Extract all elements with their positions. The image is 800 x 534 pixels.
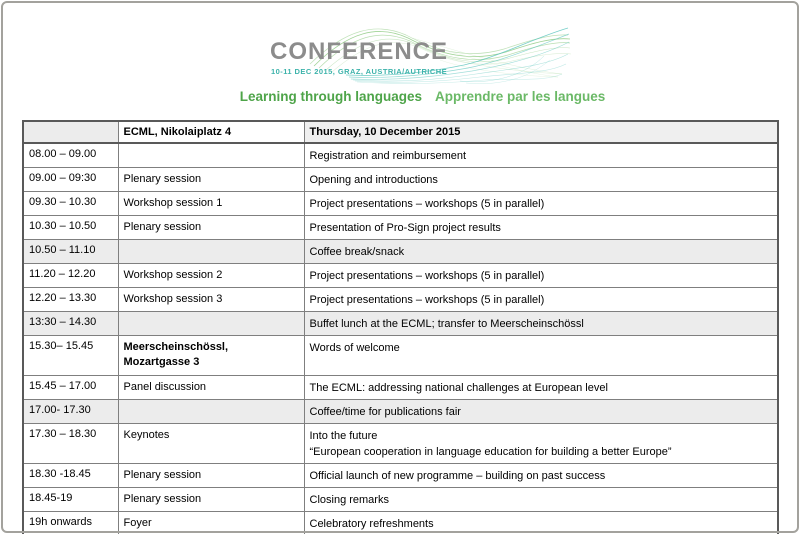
time-cell: 09.30 – 10.30 [23, 192, 118, 216]
venue-cell: Panel discussion [118, 376, 304, 400]
time-cell: 08.00 – 09.00 [23, 143, 118, 168]
venue-cell: Plenary session [118, 168, 304, 192]
time-cell: 15.30– 15.45 [23, 336, 118, 376]
time-cell: 11.20 – 12.20 [23, 264, 118, 288]
venue-cell [118, 143, 304, 168]
logo-subtitle: 10-11 DEC 2015, GRAZ, AUSTRIA/AUTRICHE [271, 67, 448, 76]
activity-cell: Registration and reimbursement [304, 143, 778, 168]
venue-cell: Plenary session [118, 464, 304, 488]
time-cell: 13:30 – 14.30 [23, 312, 118, 336]
time-cell: 17.30 – 18.30 [23, 424, 118, 464]
schedule-row [23, 312, 778, 336]
venue-cell: Workshop session 3 [118, 288, 304, 312]
schedule-row [23, 143, 778, 168]
activity-cell: Celebratory refreshments [304, 512, 778, 534]
activity-cell: The ECML: addressing national challenges at European level [304, 376, 778, 400]
time-cell: 19h onwards [23, 512, 118, 534]
activity-cell: Official launch of new programme – building on past success [304, 464, 778, 488]
activity-cell: Words of welcome [304, 336, 778, 376]
activity-cell: Coffee break/snack [304, 240, 778, 264]
tagline-french: Apprendre par les langues [434, 89, 606, 104]
activity-cell: Project presentations – workshops (5 in parallel) [304, 192, 778, 216]
schedule-body [23, 143, 778, 534]
schedule-table [22, 120, 779, 534]
time-cell: 10.30 – 10.50 [23, 216, 118, 240]
activity-cell: Buffet lunch at the ECML; transfer to Meerscheinschössl [304, 312, 778, 336]
venue-cell: Workshop session 2 [118, 264, 304, 288]
conference-logo [262, 22, 572, 88]
activity-cell: Project presentations – workshops (5 in parallel) [304, 288, 778, 312]
time-cell: 09.00 – 09:30 [23, 168, 118, 192]
venue-cell [118, 240, 304, 264]
header-venue-cell: ECML, Nikolaiplatz 4 [118, 121, 304, 143]
schedule-row [23, 464, 778, 488]
schedule-row [23, 400, 778, 424]
time-cell: 12.20 – 13.30 [23, 288, 118, 312]
venue-cell: Plenary session [118, 216, 304, 240]
time-cell: 18.45-19 [23, 488, 118, 512]
schedule-row [23, 512, 778, 534]
venue-cell: Workshop session 1 [118, 192, 304, 216]
schedule-row [23, 216, 778, 240]
venue-cell: Plenary session [118, 488, 304, 512]
schedule-row [23, 336, 778, 376]
schedule-row [23, 240, 778, 264]
logo-title: CONFERENCE [270, 38, 449, 65]
venue-cell: Foyer [118, 512, 304, 534]
taglines [0, 89, 800, 104]
venue-cell: Meerscheinschössl, Mozartgasse 3 [118, 336, 304, 376]
activity-cell: Presentation of Pro-Sign project results [304, 216, 778, 240]
schedule-row [23, 168, 778, 192]
header-day-cell: Thursday, 10 December 2015 [304, 121, 778, 143]
venue-cell [118, 312, 304, 336]
schedule-row [23, 376, 778, 400]
schedule-header-row [23, 121, 778, 143]
tagline-english: Learning through languages [239, 89, 422, 104]
activity-cell: Into the future “European cooperation in language education for building a better Europe” [304, 424, 778, 464]
schedule-row [23, 288, 778, 312]
activity-cell: Coffee/time for publications fair [304, 400, 778, 424]
time-cell: 17.00- 17.30 [23, 400, 118, 424]
activity-cell: Closing remarks [304, 488, 778, 512]
venue-cell: Keynotes [118, 424, 304, 464]
schedule-row [23, 264, 778, 288]
time-cell: 18.30 -18.45 [23, 464, 118, 488]
activity-cell: Project presentations – workshops (5 in parallel) [304, 264, 778, 288]
schedule-row [23, 192, 778, 216]
activity-cell: Opening and introductions [304, 168, 778, 192]
time-cell: 10.50 – 11.10 [23, 240, 118, 264]
time-cell: 15.45 – 17.00 [23, 376, 118, 400]
schedule-row [23, 488, 778, 512]
schedule-row [23, 424, 778, 464]
venue-cell [118, 400, 304, 424]
header-time-cell [23, 121, 118, 143]
